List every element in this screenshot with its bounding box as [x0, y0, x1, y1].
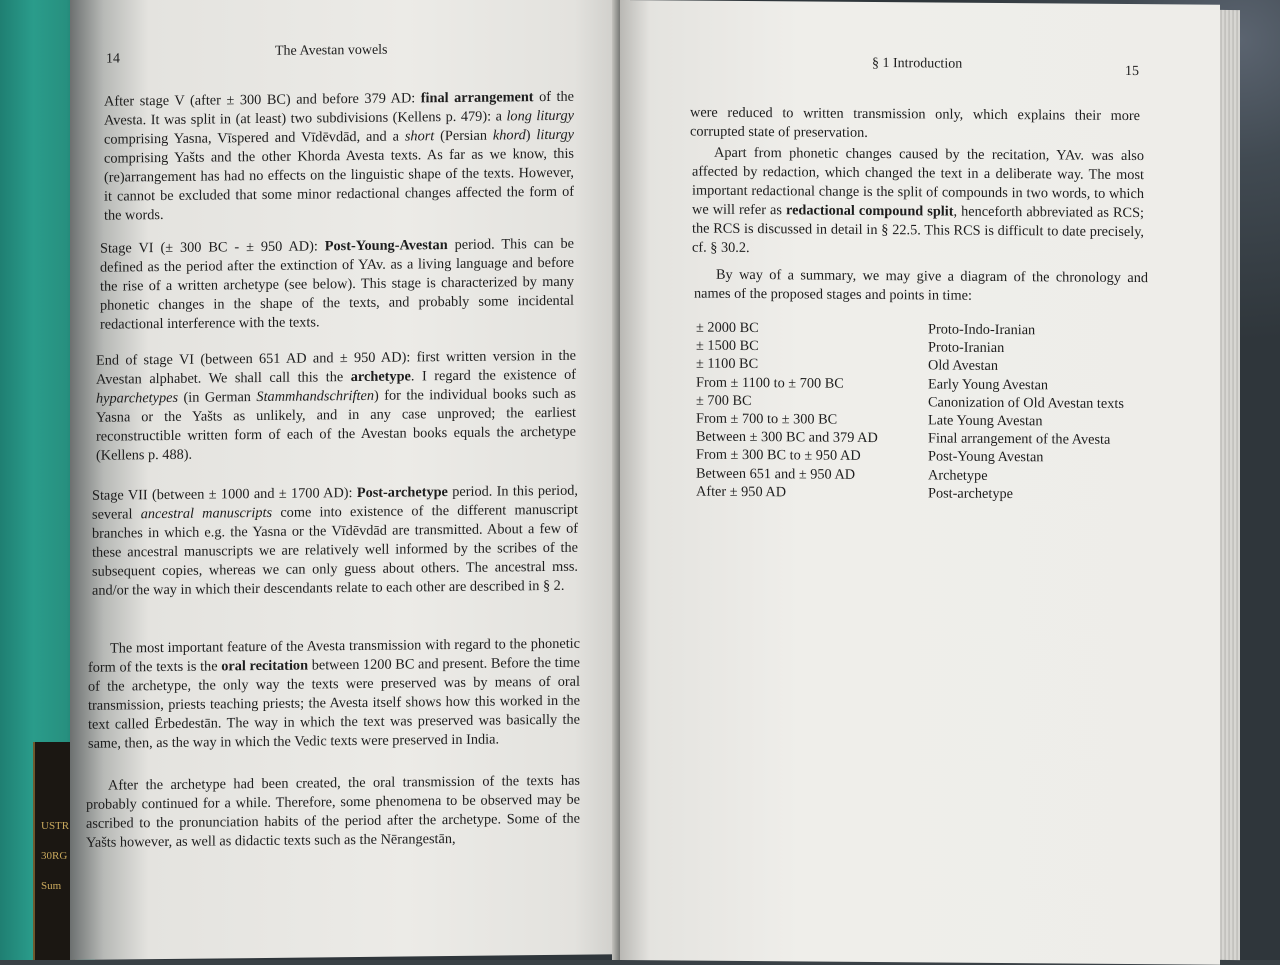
paragraph-oral-recitation: The most important feature of the Avesta transmission with regard to the phonetic form of the texts is the oral recitation between 1200 BC and present. Before the time of the archetype, the only way the texts were preserved was by means of oral transmission, priests teaching priests; the Avesta itself shows how this worked in the text called Ērbedestān. The way in which the text was preserved was basically the same, then, as the way in which the Vedic texts were preserved in India.	[88, 635, 581, 752]
chronology-row	[696, 482, 1166, 504]
chronology-stage: Late Young Avestan	[928, 412, 1043, 430]
paragraph-written-transmission: were reduced to written transmission only, which explains their more corrupted state of preservation.	[690, 104, 1140, 141]
chronology-stage: Canonization of Old Avestan texts	[928, 394, 1124, 412]
right-running-head: § 1 Introduction	[872, 55, 963, 72]
paragraph-end-stage-vi: End of stage VI (between 651 AD and ± 950 AD): first written version in the Avestan alphabet. We shall call this the archetype. I regard the existence of hyparchetypes (in German Stammhandschriften) for the individual books such as Yasna or the Yašts as unlikely, and in any case unproved; the earliest reconstructible written form of each of the Avestan books equals the archetype (Kellens p. 488).	[96, 347, 576, 464]
chronology-date: From ± 700 to ± 300 BC	[696, 410, 838, 428]
chronology-stage: Post-archetype	[928, 485, 1013, 502]
chronology-date: ± 700 BC	[696, 392, 752, 409]
paragraph-stage-vi: Stage VI (± 300 BC - ± 950 AD): Post-Young-Avestan period. This can be defined as the period after the extinction of YAv. as a living language and before the rise of a written archetype (see below). This stage is characterized by many phonetic changes in the shape of the texts, and probably some incidental redactional interference with the texts.	[100, 235, 574, 333]
right-page-number: 15	[1125, 63, 1139, 80]
chronology-date: ± 2000 BC	[696, 319, 759, 337]
paragraph-redaction: Apart from phonetic changes caused by the recitation, YAv. was also affected by redaction, which changed the text in a deliberate way. The most important redactional change is the split of compounds in two words, to which we will refer as redactional compound split, henceforth abbreviated as RCS; the RCS is discussed in detail in § 22.5. This RCS is difficult to date precisely, cf. § 30.2.	[692, 144, 1144, 257]
chronology-date: After ± 950 AD	[696, 483, 787, 501]
chronology-stage: Early Young Avestan	[928, 376, 1049, 393]
chronology-stage: Final arrangement of the Avesta	[928, 430, 1111, 449]
spine-label-line-1: USTR	[41, 820, 70, 832]
chronology-table	[696, 319, 1166, 505]
chronology-date: From ± 1100 to ± 700 BC	[696, 374, 844, 392]
chronology-date: Between 651 and ± 950 AD	[696, 465, 856, 483]
paragraph-stage-v: After stage V (after ± 300 BC) and before 379 AD: final arrangement of the Avesta. It was split in (at least) two subdivisions (Kellens p. 479): a long liturgy comprising Yasna, Vīspered and Vīdēvdād, and a short (Persian khord) liturgy comprising Yašts and the other Khorda Avesta texts. As far as we know, this (re)arrangement has had no effects on the linguistic shape of the texts. However, it cannot be excluded that some minor redactional changes affected the form of the words.	[104, 88, 575, 224]
left-page-number: 14	[106, 51, 120, 67]
chronology-date: From ± 300 BC to ± 950 AD	[696, 447, 861, 465]
spine-label-line-3: Sum	[41, 880, 62, 892]
chronology-stage: Post-Young Avestan	[928, 448, 1044, 466]
spine-label-line-2: 30RG	[41, 850, 68, 862]
right-page	[620, 0, 1220, 965]
page-stack-edge	[1218, 10, 1240, 960]
paragraph-stage-vii: Stage VII (between ± 1000 and ± 1700 AD): Post-archetype period. In this period, several ancestral manuscripts come into existence of the different manuscript branches in which e.g. the Yasna or the Vīdēvdād are transmitted. About a few of these ancestral manuscripts we are relatively well informed by the scribes of the subsequent copies, whereas we can only guess about others. The ancestral mss. and/or the way in which their descendants relate to each other are described in § 2.	[92, 482, 579, 599]
left-page	[70, 0, 630, 960]
chronology-date: ± 1500 BC	[696, 337, 759, 355]
chronology-stage: Proto-Indo-Iranian	[928, 321, 1036, 339]
chronology-date: ± 1100 BC	[696, 356, 759, 373]
paragraph-summary-intro: By way of a summary, we may give a diagram of the chronology and names of the proposed stages and points in time:	[694, 266, 1148, 304]
chronology-stage: Archetype	[928, 467, 988, 484]
chronology-stage: Proto-Iranian	[928, 339, 1005, 357]
chronology-stage: Old Avestan	[928, 357, 999, 375]
paragraph-after-archetype: After the archetype had been created, the oral transmission of the texts has probably continued for a while. Therefore, some phenomena to be observed may be ascribed to the pronunciation habits of the period after the archetype. Some of the Yašts however, as well as didactic texts such as the Nērangestān,	[86, 772, 580, 851]
left-running-head: The Avestan vowels	[275, 42, 388, 59]
chronology-date: Between ± 300 BC and 379 AD	[696, 428, 878, 447]
